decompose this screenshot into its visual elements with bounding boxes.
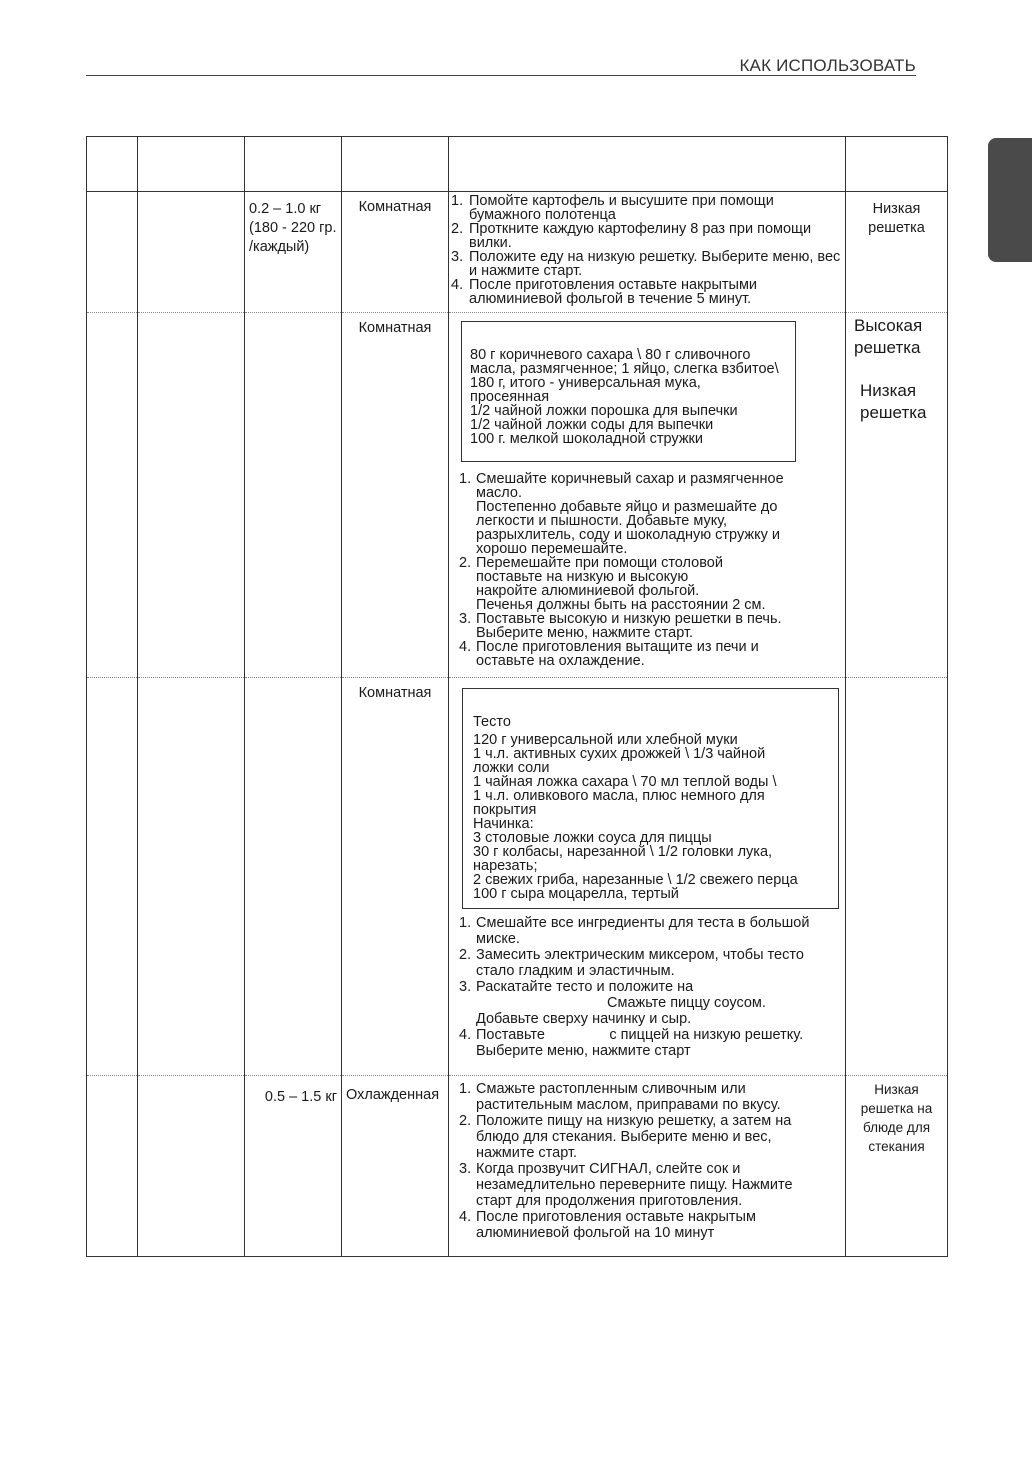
ingredient-line: 180 г, итого - универсальная мука, <box>470 375 701 391</box>
table-row <box>87 1076 948 1257</box>
instruction-list <box>457 915 845 1059</box>
cell-code <box>87 1076 138 1257</box>
weight-line: 0.2 – 1.0 кг <box>249 201 322 217</box>
cell-weight <box>245 678 342 1076</box>
instruction-list <box>457 472 845 668</box>
cell-instructions <box>449 192 846 313</box>
ingredients-box <box>462 688 839 909</box>
instruction-step: 3. Раскатайте тесто и положите на <box>459 979 694 995</box>
cell-temperature <box>342 313 449 678</box>
instruction-step: 4. После приготовления оставьте накрытым алюминиевой фольгой на 10 минут <box>459 1209 756 1241</box>
instruction-step: 3. Поставьте высокую и низкую решетки в печь. Выберите меню, нажмите старт. <box>459 611 782 641</box>
cell-instructions <box>449 313 846 678</box>
cell-temperature <box>342 678 449 1076</box>
cell-weight <box>245 192 342 313</box>
table-row <box>87 678 948 1076</box>
placement-line: Высокая <box>854 316 923 335</box>
cell-menu <box>138 1076 245 1257</box>
cell-placement <box>846 192 948 313</box>
ingredient-line: 3 столовые ложки соуса для пиццы <box>473 830 712 846</box>
placement-line: Низкая <box>872 201 921 217</box>
table-row <box>87 192 948 313</box>
header-cell <box>138 137 245 192</box>
weight-line: /каждый) <box>249 239 310 255</box>
placement-line: решетка <box>860 402 927 422</box>
placement-line: Низкая <box>874 1082 919 1097</box>
instruction-step: 3. Когда прозвучит СИГНАЛ, слейте сок и незамедлительно переверните пищу. Нажмите старт для продолжения приготовления. <box>459 1161 793 1209</box>
header-divider <box>86 75 916 76</box>
instruction-step: 1. Смешайте все ингредиенты для теста в большой миске. <box>459 915 810 947</box>
ingredient-line: 100 г сыра моцарелла, тертый <box>473 886 679 902</box>
cooking-table <box>86 136 948 1257</box>
ingredient-line: 1/2 чайной ложки порошка для выпечки <box>470 403 738 419</box>
table-header-row <box>87 137 948 192</box>
temperature-text: Комнатная <box>358 685 432 701</box>
cell-placement <box>846 1076 948 1257</box>
instruction-list <box>457 1081 845 1241</box>
temperature-text: Комнатная <box>358 199 432 215</box>
ingredient-line: Начинка: <box>473 816 534 832</box>
cell-temperature <box>342 1076 449 1257</box>
cell-menu <box>138 192 245 313</box>
weight-line: 0.5 – 1.5 кг <box>264 1089 337 1105</box>
placement-line: решетка на <box>860 1101 933 1116</box>
instruction-step: 2. Проткните каждую картофелину 8 раз при помощи вилки. <box>451 221 812 251</box>
chapter-tab <box>988 138 1032 262</box>
ingredient-line: 100 г. мелкой шоколадной стружки <box>470 431 703 447</box>
ingredient-line: 30 г колбасы, нарезанной \ 1/2 головки лука, <box>473 844 773 860</box>
cell-code <box>87 678 138 1076</box>
ingredient-line: 1 ч.л. активных сухих дрожжей \ 1/3 чайной <box>473 746 766 762</box>
cell-instructions <box>449 678 846 1076</box>
ingredient-line: покрытия <box>473 802 537 818</box>
cell-temperature <box>342 192 449 313</box>
instruction-step: 3. Положите еду на низкую решетку. Выберите меню, вес и нажмите старт. <box>451 249 841 279</box>
header-cell <box>846 137 948 192</box>
instruction-step: 2. Перемешайте при помощи столовой поставьте на низкую и высокую накройте алюминиевой фольгой. Печенья должны быть на расстоянии 2 см. <box>459 555 766 613</box>
instruction-step: Смажьте пиццу соусом. <box>607 995 766 1011</box>
instruction-step: Добавьте сверху начинку и сыр. <box>476 1011 692 1027</box>
instruction-step: 4. После приготовления вытащите из печи и оставьте на охлаждение. <box>459 639 759 669</box>
header-cell <box>87 137 138 192</box>
ingredient-line: 2 свежих гриба, нарезанные \ 1/2 свежего перца <box>473 872 798 888</box>
cell-menu <box>138 678 245 1076</box>
instruction-step: 4. После приготовления оставьте накрытыми алюминиевой фольгой в течение 5 минут. <box>451 277 758 307</box>
cell-placement <box>846 678 948 1076</box>
header-cell <box>449 137 846 192</box>
cell-placement <box>846 313 948 678</box>
instruction-step: 1. Смешайте коричневый сахар и размягченное масло. Постепенно добавьте яйцо и размешайте до легкости и пышности. Добавьте муку, разрыхлитель, соду и шоколадную стружку и хорошо перемешайте. <box>459 471 784 557</box>
header-cell <box>342 137 449 192</box>
ingredient-line: 1 чайная ложка сахара \ 70 мл теплой воды \ <box>473 774 777 790</box>
instruction-step: 1. Смажьте растопленным сливочным или растительным маслом, приправами по вкусу. <box>459 1081 781 1113</box>
weight-line: (180 - 220 гр. <box>249 220 337 236</box>
instruction-list <box>451 194 841 306</box>
ingredient-line: 120 г универсальной или хлебной муки <box>473 732 738 748</box>
placement-line: Низкая <box>860 381 917 400</box>
ingredient-line: 80 г коричневого сахара \ 80 г сливочного <box>470 347 751 363</box>
instruction-step: 4. Поставьте с пиццей на низкую решетку. Выберите меню, нажмите старт <box>459 1027 804 1059</box>
ingredients-box <box>461 321 796 462</box>
temperature-text: Комнатная <box>358 320 432 336</box>
placement-line: решетка <box>854 337 921 357</box>
temperature-text: Охлажденная <box>346 1087 440 1103</box>
ingredient-line: 1 ч.л. оливкового масла, плюс немного для <box>473 788 765 804</box>
placement-line: решетка <box>868 220 925 236</box>
ingredient-line: масла, размягченное; 1 яйцо, слегка взбитое\ <box>470 361 779 377</box>
cell-menu <box>138 313 245 678</box>
ingredient-line: нарезать; <box>473 858 538 874</box>
instruction-step: 2. Положите пищу на низкую решетку, а затем на блюдо для стекания. Выберите меню и вес, нажмите старт. <box>459 1113 792 1161</box>
cell-instructions <box>449 1076 846 1257</box>
placement-line: стекания <box>868 1139 925 1154</box>
page-section-title: КАК ИСПОЛЬЗОВАТЬ <box>739 56 916 75</box>
instruction-step: 1. Помойте картофель и высушите при помощи бумажного полотенца <box>451 193 774 223</box>
table-row <box>87 313 948 678</box>
cell-weight <box>245 1076 342 1257</box>
ingredient-line: Тесто <box>473 714 511 730</box>
header-cell <box>245 137 342 192</box>
ingredient-line: ложки соли <box>473 760 550 776</box>
cell-code <box>87 313 138 678</box>
placement-line: блюде для <box>862 1120 931 1135</box>
instruction-step: 2. Замесить электрическим миксером, чтобы тесто стало гладким и эластичным. <box>459 947 804 979</box>
cell-code <box>87 192 138 313</box>
ingredient-line: просеянная <box>470 389 550 405</box>
ingredient-line: 1/2 чайной ложки соды для выпечки <box>470 417 714 433</box>
cell-weight <box>245 313 342 678</box>
